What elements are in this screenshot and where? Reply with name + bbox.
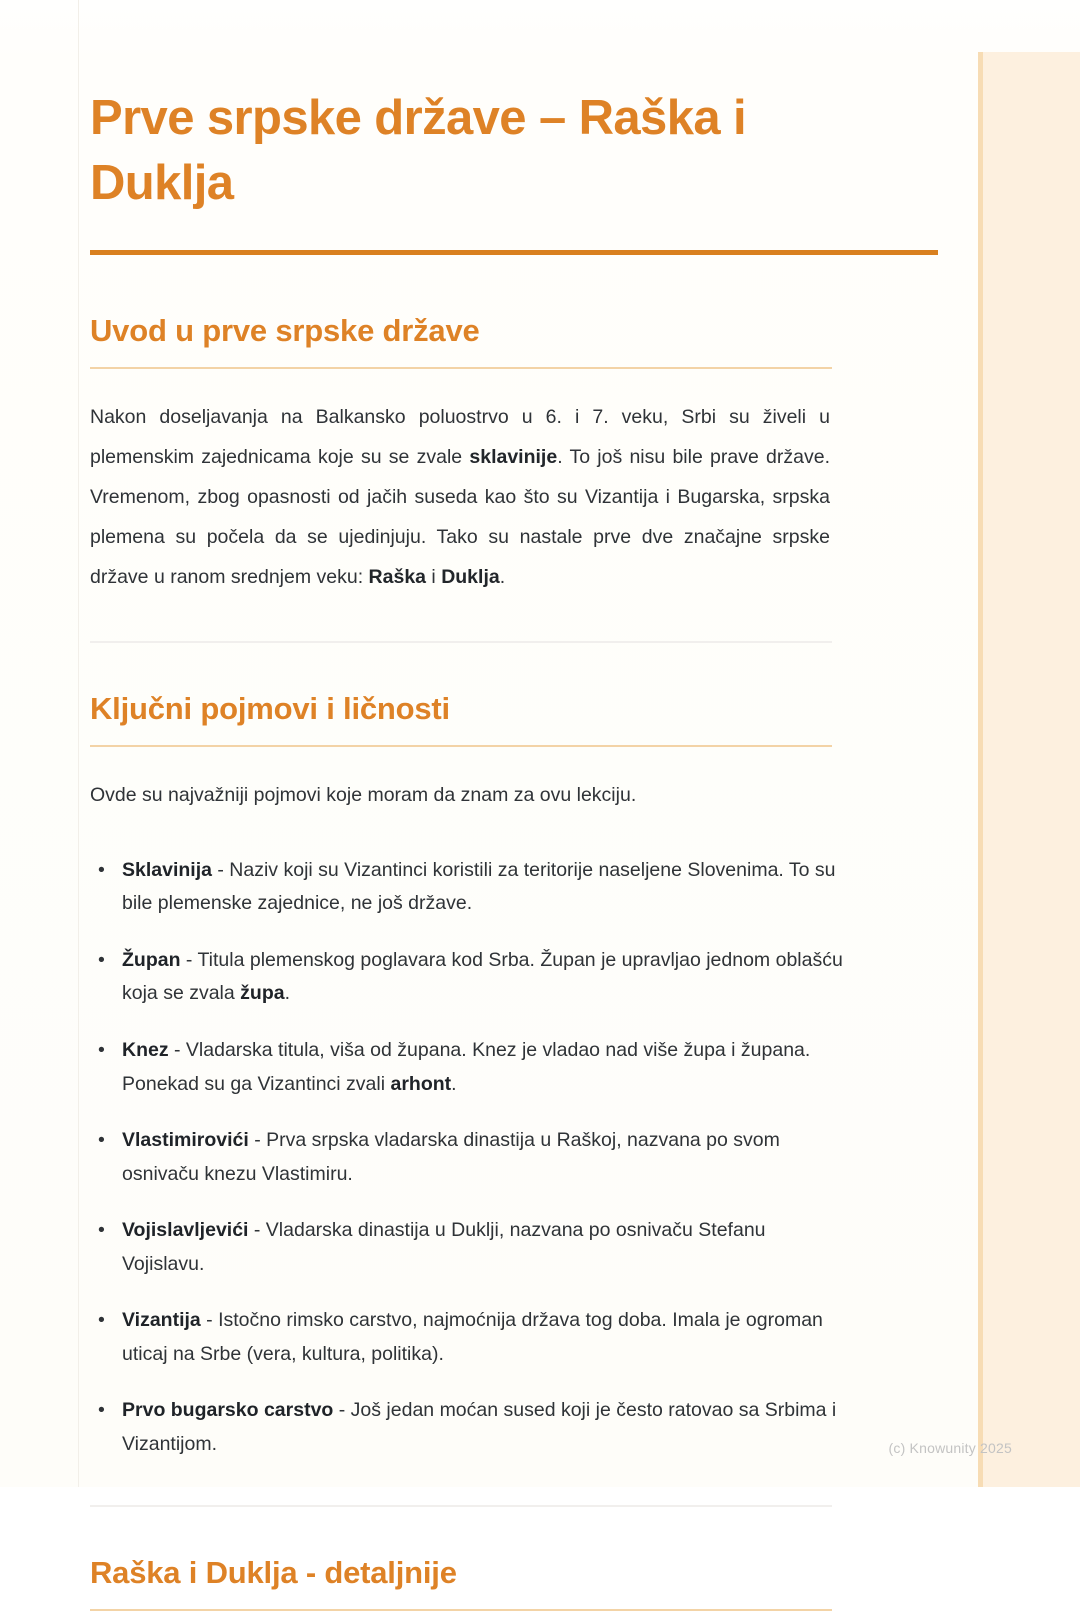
key-terms-list [90, 831, 938, 1461]
section-paragraph-uvod [90, 369, 830, 598]
text-run: - Prva srpska vladarska dinastija u Raškoj, nazvana po svom osnivaču knezu Vlastimiru. [122, 1129, 780, 1185]
section-heading-raska-duklja: Raška i Duklja - detaljnije [90, 1555, 457, 1591]
emphasis-term: Vojislavljevići [122, 1219, 249, 1242]
section-heading-uvod: Uvod u prve srpske države [90, 313, 480, 349]
emphasis-term: Vlastimirovići [122, 1129, 249, 1152]
section-raska-duklja [90, 1553, 938, 1610]
section-heading-underline [90, 1609, 832, 1611]
emphasis-term: Raška [368, 566, 427, 589]
emphasis-term: Župan [122, 948, 181, 971]
text-run: . [451, 1072, 457, 1095]
emphasis-term: Sklavinija [122, 858, 212, 881]
emphasis-term: Duklja [441, 566, 500, 589]
text-run: - Vladarska titula, viša od župana. Knez je vladao nad više župa i župana. Ponekad su ga Vizantinci zvali [122, 1038, 811, 1095]
emphasis-term: Vizantija [122, 1309, 201, 1332]
emphasis-term: sklavinije [469, 445, 558, 468]
page-title: Prve srpske države – Raška i Duklja [90, 91, 747, 211]
emphasis-term: Prvo bugarsko carstvo [122, 1399, 334, 1422]
right-edge-band [983, 52, 1080, 1487]
text-run: - Još jedan moćan sused koji je često ratovao sa Srbima i Vizantijom. [122, 1399, 837, 1455]
emphasis-term: župa [240, 982, 285, 1005]
text-run: - Naziv koji su Vizantinci koristili za teritorije naseljene Slovenima. To su bile plemenske zajednice, ne još države. [122, 858, 836, 915]
section-kljucni-pojmovi [90, 689, 938, 1461]
document-content [90, 0, 938, 1611]
list-item [90, 1101, 848, 1191]
list-item [90, 1011, 848, 1101]
section-uvod [90, 311, 938, 597]
text-run: - Titula plemenskog poglavara kod Srba. Župan je upravljao jednom oblašću koja se zvala [122, 948, 843, 1005]
text-run: Nakon doseljavanja na Balkansko poluostrvo u 6. i 7. veku, Srbi su živeli u plemenskim zajednicama koje su se zvale [90, 405, 830, 468]
list-item [90, 1371, 848, 1461]
text-run: - Istočno rimsko carstvo, najmoćnija država tog doba. Imala je ogroman uticaj na Srbe (vera, kultura, politika). [122, 1309, 823, 1365]
left-margin-rule [78, 0, 79, 1487]
emphasis-term: arhont [390, 1072, 452, 1095]
text-run: - Vladarska dinastija u Duklji, nazvana po osnivaču Stefanu Vojislavu. [122, 1219, 766, 1275]
list-item [90, 1191, 848, 1281]
copyright-watermark: (c) Knowunity 2025 [888, 1440, 1012, 1456]
section-heading-kljucni-pojmovi: Ključni pojmovi i ličnosti [90, 691, 450, 727]
emphasis-term: Knez [122, 1038, 169, 1061]
list-item [90, 831, 848, 921]
list-item [90, 1281, 848, 1371]
text-run: i [426, 566, 442, 589]
text-run: . To još nisu bile prave države. Vremenom, zbog opasnosti od jačih suseda kao što su Vizantija i Bugarska, srpska plemena su počela da se ujedinjuju. Tako su nastale prve dve značajne srpske države u ranom srednjem veku: [90, 445, 830, 589]
section-intro-kljucni-pojmovi: Ovde su najvažniji pojmovi koje moram da znam za ovu lekciju. [90, 783, 637, 806]
text-run: . [499, 566, 506, 589]
list-item [90, 921, 848, 1011]
text-run: . [284, 982, 290, 1005]
